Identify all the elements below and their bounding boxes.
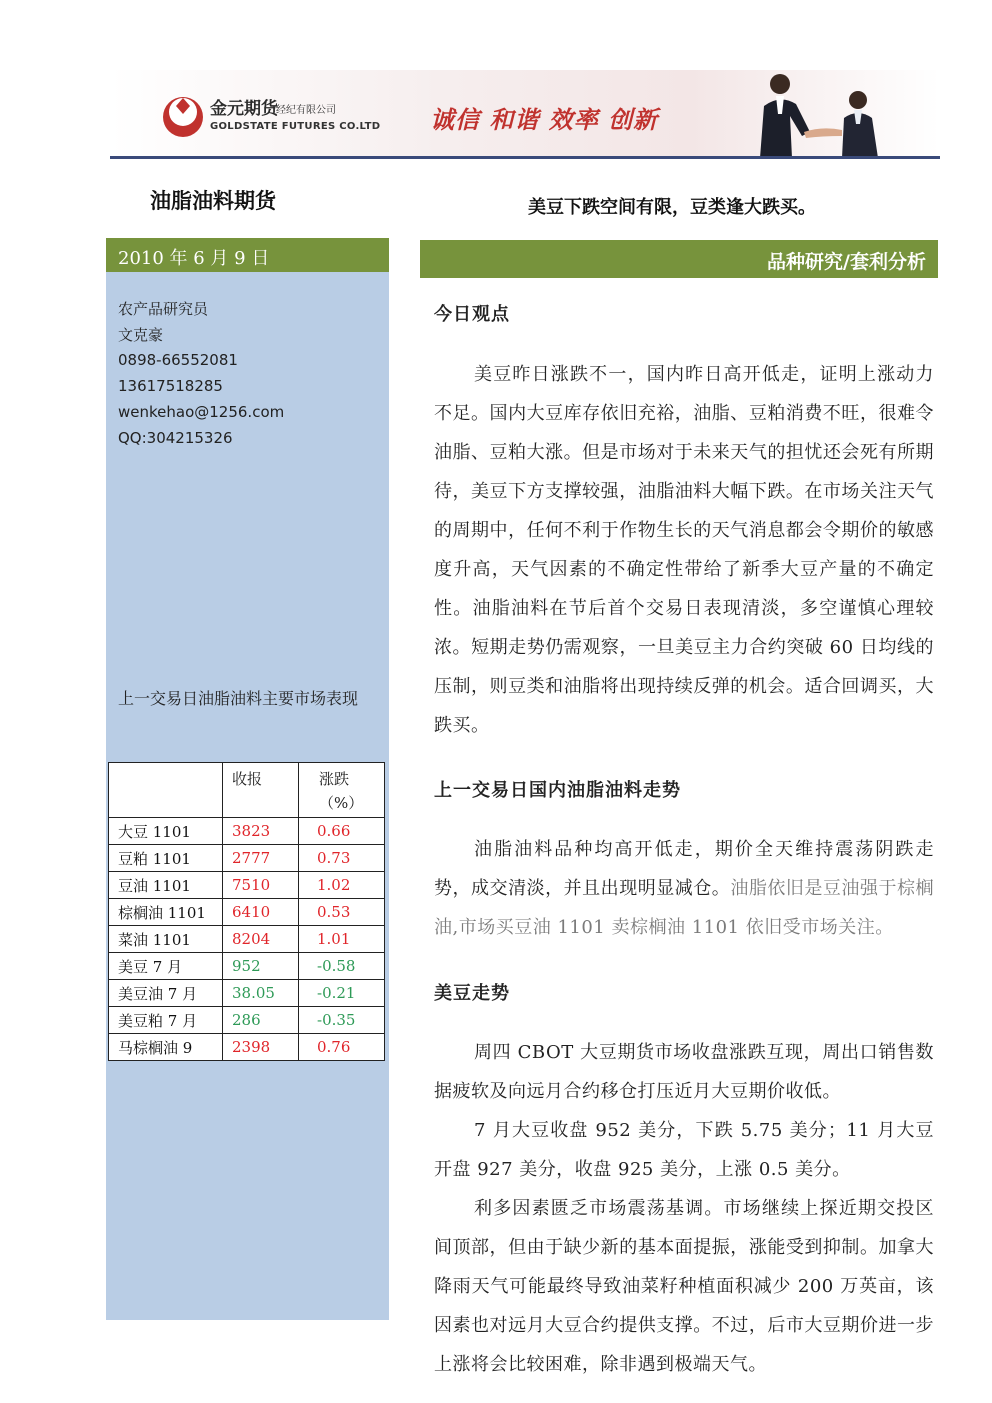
contact-name: 文克豪 [118,326,164,344]
table-row [109,980,385,1007]
table-row [109,818,385,845]
us-soy-paragraph-2: 7 月大豆收盘 952 美分，下跌 5.75 美分；11 月大豆开盘 927 美分，收盘 925 美分，上涨 0.5 美分。 [434,1120,934,1180]
table-cell-name: 大豆 1101 [109,818,223,845]
contact-qq: QQ:304215326 [118,429,233,447]
header-divider [110,156,940,159]
slogan: 诚信 和谐 效率 创新 [430,106,659,134]
handshake-photo-icon [730,70,910,158]
table-cell-close: 6410 [223,899,299,926]
table-cell-name: 菜油 1101 [109,926,223,953]
today-view-paragraph: 美豆昨日涨跌不一，国内昨日高开低走，证明上涨动力不足。国内大豆库存依旧充裕，油脂、豆粕消费不旺，很难令油脂、豆粕大涨。但是市场对于未来天气的担忧还会死有所期待，美豆下方支撑较强，油脂油料大幅下跌。在市场关注天气的周期中，任何不利于作物生长的天气消息都会令期价的敏感度升高，天气因素的不确定性带给了新季大豆产量的不确定性。油脂油料在节后首个交易日表现清淡，多空谨慎心理较浓。短期走势仍需观察，一旦美豆主力合约突破 60 日均线的压制，则豆类和油脂将出现持续反弹的机会。适合回调买，大跌买。 [434,364,934,736]
table-cell-change: -0.35 [299,1007,385,1034]
table-cell-change: 0.66 [299,818,385,845]
table-header-cell: 涨跌（%） [299,763,385,818]
table-cell-name: 棕榈油 1101 [109,899,223,926]
us-soy-paragraph-3: 利多因素匮乏市场震荡基调。市场继续上探近期交投区间顶部，但由于缺少新的基本面提振，涨能受到抑制。加拿大降雨天气可能最终导致油菜籽种植面积减少 200 万英亩，该因素也对远月大豆合约提供支撑。不过，后市大豆期价进一步上涨将会比较困难，除非遇到极端天气。 [434,1198,934,1375]
table-cell-close: 8204 [223,926,299,953]
market-table [108,762,385,1061]
table-header-row [109,763,385,818]
table-cell-name: 马棕榈油 9 [109,1034,223,1061]
section-name: 油脂油料期货 [150,189,276,213]
table-row [109,1034,385,1061]
table-cell-close: 3823 [223,818,299,845]
table-row [109,1007,385,1034]
table-cell-change: -0.21 [299,980,385,1007]
table-row [109,953,385,980]
table-cell-change: -0.58 [299,953,385,980]
table-row [109,926,385,953]
us-soy-heading: 美豆走势 [434,983,510,1004]
table-cell-close: 286 [223,1007,299,1034]
contact-phone: 0898-66552081 [118,351,238,369]
table-cell-close: 2777 [223,845,299,872]
domestic-heading: 上一交易日国内油脂油料走势 [434,780,681,801]
contact-mobile: 13617518285 [118,377,223,395]
table-cell-close: 38.05 [223,980,299,1007]
table-cell-change: 1.01 [299,926,385,953]
table-row [109,845,385,872]
table-cell-change: 0.76 [299,1034,385,1061]
domestic-text-gray: 油脂依旧是豆油强于棕榈油,市场买豆油 1101 卖棕榈油 1101 依旧受市场关注。 [434,878,935,938]
table-cell-name: 美豆油 7 月 [109,980,223,1007]
table-cell-change: 1.02 [299,872,385,899]
contact-role: 农产品研究员 [118,300,209,318]
us-soy-paragraph-1: 周四 CBOT 大豆期货市场收盘涨跌互现，周出口销售数据疲软及向远月合约移仓打压近月大豆期价收低。 [434,1042,934,1102]
company-logo-icon [160,92,206,138]
brand-name: 金元期货 [210,99,278,119]
domestic-text: 油脂油料品种均高开低走，期价全天维持震荡阴跌走势，成交清淡，并且出现明显减仓。 [434,839,934,899]
table-header-cell [109,763,223,818]
table-caption: 上一交易日油脂油料主要市场表现 [118,689,359,708]
table-header-cell: 收报 [223,763,299,818]
table-cell-name: 豆油 1101 [109,872,223,899]
table-cell-close: 952 [223,953,299,980]
table-cell-close: 7510 [223,872,299,899]
table-cell-name: 豆粕 1101 [109,845,223,872]
headline: 美豆下跌空间有限，豆类逢大跌买。 [528,197,816,218]
table-body [109,818,385,1061]
table-cell-change: 0.73 [299,845,385,872]
table-cell-name: 美豆粕 7 月 [109,1007,223,1034]
table-cell-close: 2398 [223,1034,299,1061]
brand-subtitle: 经纪有限公司 [276,105,336,116]
table-row [109,899,385,926]
category-label: 品种研究/套利分析 [767,251,926,273]
contact-email[interactable]: wenkehao@1256.com [118,403,285,421]
brand-english-name: GOLDSTATE FUTURES CO.LTD [210,121,381,132]
table-cell-name: 美豆 7 月 [109,953,223,980]
today-view-heading: 今日观点 [434,304,510,325]
domestic-paragraph [434,830,934,947]
report-date: 2010 年 6 月 9 日 [118,248,270,269]
table-row [109,872,385,899]
table-cell-change: 0.53 [299,899,385,926]
